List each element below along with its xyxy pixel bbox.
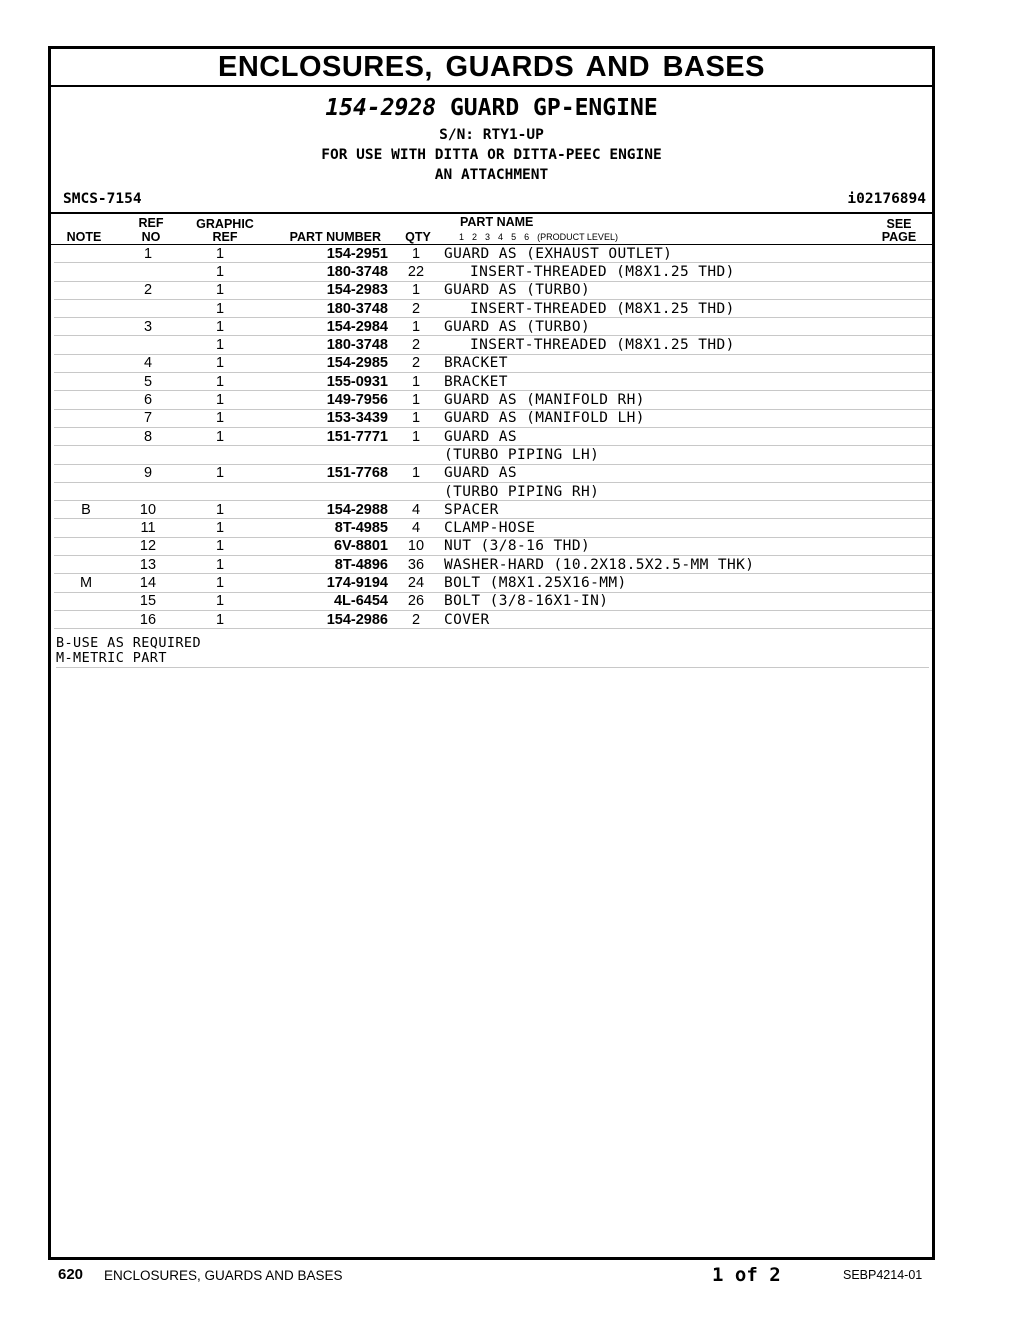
row-graphic-ref: 1 xyxy=(178,574,262,592)
footer-doc-id: SEBP4214-01 xyxy=(843,1268,923,1282)
row-ref-no xyxy=(118,482,178,500)
table-row xyxy=(54,537,932,555)
row-graphic-ref: 1 xyxy=(178,610,262,628)
row-ref-no: 10 xyxy=(118,501,178,519)
row-part-number xyxy=(262,446,388,464)
table-row xyxy=(54,519,932,537)
row-part-name: BRACKET xyxy=(444,373,932,391)
level-5: 5 xyxy=(511,232,517,242)
row-ref-no: 11 xyxy=(118,519,178,537)
row-part-number: 153-3439 xyxy=(262,409,388,427)
row-ref-no: 13 xyxy=(118,556,178,574)
row-note xyxy=(54,299,118,317)
row-note xyxy=(54,592,118,610)
row-part-name: BOLT (3/8-16X1-IN) xyxy=(444,592,932,610)
level-6: 6 xyxy=(524,232,530,242)
row-qty xyxy=(388,482,444,500)
row-part-number: 154-2984 xyxy=(262,318,388,336)
row-qty: 2 xyxy=(388,354,444,372)
group-header xyxy=(51,87,932,213)
row-qty: 1 xyxy=(388,373,444,391)
group-title xyxy=(51,95,932,121)
section-title: ENCLOSURES, GUARDS AND BASES xyxy=(51,49,932,87)
row-ref-no: 8 xyxy=(118,427,178,445)
row-graphic-ref: 1 xyxy=(178,427,262,445)
product-levels xyxy=(459,232,626,242)
footer-section: ENCLOSURES, GUARDS AND BASES xyxy=(104,1268,343,1283)
col-ref-bottom: NO xyxy=(141,230,161,244)
row-ref-no: 1 xyxy=(118,245,178,263)
page-frame xyxy=(48,46,935,1260)
col-graphic-top: GRAPHIC xyxy=(196,217,254,231)
row-graphic-ref: 1 xyxy=(178,281,262,299)
table-row xyxy=(54,464,932,482)
row-graphic-ref: 1 xyxy=(178,373,262,391)
row-graphic-ref: 1 xyxy=(178,263,262,281)
row-qty: 1 xyxy=(388,281,444,299)
row-part-name: NUT (3/8-16 THD) xyxy=(444,537,932,555)
col-note: NOTE xyxy=(66,230,102,244)
row-ref-no: 5 xyxy=(118,373,178,391)
table-row xyxy=(54,446,932,464)
row-note xyxy=(54,610,118,628)
row-part-name: (TURBO PIPING LH) xyxy=(444,446,932,464)
row-note xyxy=(54,464,118,482)
row-qty: 36 xyxy=(388,556,444,574)
row-part-name: SPACER xyxy=(444,501,932,519)
row-graphic-ref: 1 xyxy=(178,391,262,409)
footer-page-of: 1 of 2 xyxy=(712,1264,781,1286)
group-name: GUARD GP-ENGINE xyxy=(449,95,658,121)
row-note: M xyxy=(54,574,118,592)
smcs-code: SMCS-7154 xyxy=(63,191,142,207)
footnote-m: M-METRIC PART xyxy=(56,650,167,666)
table-row xyxy=(54,501,932,519)
level-1: 1 xyxy=(459,232,465,242)
table-row xyxy=(54,610,932,628)
col-part-number: PART NUMBER xyxy=(289,230,381,244)
row-part-name: GUARD AS (EXHAUST OUTLET) xyxy=(444,245,932,263)
table-row xyxy=(54,391,932,409)
row-note xyxy=(54,263,118,281)
row-ref-no: 6 xyxy=(118,391,178,409)
row-qty: 10 xyxy=(388,537,444,555)
row-part-number: 180-3748 xyxy=(262,263,388,281)
row-qty: 4 xyxy=(388,519,444,537)
row-ref-no: 2 xyxy=(118,281,178,299)
row-part-number: 6V-8801 xyxy=(262,537,388,555)
table-row xyxy=(54,574,932,592)
row-part-name: CLAMP-HOSE xyxy=(444,519,932,537)
row-ref-no xyxy=(118,336,178,354)
parts-table xyxy=(54,245,932,629)
row-part-number: 154-2986 xyxy=(262,610,388,628)
row-graphic-ref: 1 xyxy=(178,592,262,610)
row-part-number: 149-7956 xyxy=(262,391,388,409)
table-row xyxy=(54,281,932,299)
row-graphic-ref: 1 xyxy=(178,556,262,574)
illustration-id: i02176894 xyxy=(847,191,926,207)
row-ref-no: 3 xyxy=(118,318,178,336)
row-graphic-ref: 1 xyxy=(178,354,262,372)
row-part-number xyxy=(262,482,388,500)
row-part-number: 154-2985 xyxy=(262,354,388,372)
table-row xyxy=(54,299,932,317)
group-part-number: 154-2928 xyxy=(325,95,437,121)
row-graphic-ref: 1 xyxy=(178,245,262,263)
row-note xyxy=(54,245,118,263)
row-ref-no: 9 xyxy=(118,464,178,482)
row-part-number: 151-7771 xyxy=(262,427,388,445)
row-part-number: 154-2983 xyxy=(262,281,388,299)
col-part-name: PART NAME xyxy=(460,215,534,229)
row-graphic-ref: 1 xyxy=(178,318,262,336)
table-row xyxy=(54,592,932,610)
row-part-number: 154-2951 xyxy=(262,245,388,263)
row-ref-no: 14 xyxy=(118,574,178,592)
row-note xyxy=(54,354,118,372)
level-3: 3 xyxy=(485,232,491,242)
row-graphic-ref: 1 xyxy=(178,501,262,519)
row-graphic-ref xyxy=(178,446,262,464)
level-2: 2 xyxy=(472,232,478,242)
row-part-name: WASHER-HARD (10.2X18.5X2.5-MM THK) xyxy=(444,556,932,574)
row-qty: 1 xyxy=(388,464,444,482)
row-part-number: 180-3748 xyxy=(262,299,388,317)
row-part-number: 180-3748 xyxy=(262,336,388,354)
row-note xyxy=(54,446,118,464)
row-note xyxy=(54,373,118,391)
row-note xyxy=(54,318,118,336)
row-graphic-ref xyxy=(178,482,262,500)
row-note xyxy=(54,519,118,537)
row-part-number: 154-2988 xyxy=(262,501,388,519)
row-part-number: 8T-4896 xyxy=(262,556,388,574)
col-see-top: SEE xyxy=(886,217,912,231)
row-graphic-ref: 1 xyxy=(178,464,262,482)
col-see-bottom: PAGE xyxy=(881,230,917,244)
row-part-number: 174-9194 xyxy=(262,574,388,592)
row-part-name: COVER xyxy=(444,610,932,628)
row-part-name: INSERT-THREADED (M8X1.25 THD) xyxy=(444,263,932,281)
row-ref-no xyxy=(118,299,178,317)
footnote-b: B-USE AS REQUIRED xyxy=(56,635,201,651)
row-qty: 22 xyxy=(388,263,444,281)
table-row xyxy=(54,373,932,391)
row-note: B xyxy=(54,501,118,519)
row-qty: 1 xyxy=(388,391,444,409)
col-ref-top: REF xyxy=(138,216,164,230)
usage-note: FOR USE WITH DITTA OR DITTA-PEEC ENGINE xyxy=(321,147,662,163)
row-graphic-ref: 1 xyxy=(178,336,262,354)
row-note xyxy=(54,409,118,427)
table-row xyxy=(54,263,932,281)
row-qty: 1 xyxy=(388,318,444,336)
row-note xyxy=(54,427,118,445)
row-part-name: GUARD AS (MANIFOLD RH) xyxy=(444,391,932,409)
footnotes xyxy=(56,636,929,668)
row-graphic-ref: 1 xyxy=(178,409,262,427)
row-ref-no: 16 xyxy=(118,610,178,628)
row-part-name: INSERT-THREADED (M8X1.25 THD) xyxy=(444,336,932,354)
row-qty: 1 xyxy=(388,245,444,263)
row-note xyxy=(54,391,118,409)
row-part-name: INSERT-THREADED (M8X1.25 THD) xyxy=(444,299,932,317)
table-row xyxy=(54,556,932,574)
attachment-note: AN ATTACHMENT xyxy=(434,167,549,183)
row-graphic-ref: 1 xyxy=(178,519,262,537)
row-part-name: GUARD AS (MANIFOLD LH) xyxy=(444,409,932,427)
row-ref-no xyxy=(118,263,178,281)
table-row xyxy=(54,318,932,336)
col-qty: QTY xyxy=(405,230,431,244)
row-part-number: 155-0931 xyxy=(262,373,388,391)
row-note xyxy=(54,336,118,354)
row-qty: 2 xyxy=(388,610,444,628)
row-part-number: 151-7768 xyxy=(262,464,388,482)
row-note xyxy=(54,482,118,500)
col-graphic-bottom: REF xyxy=(212,230,238,244)
row-qty: 4 xyxy=(388,501,444,519)
table-row xyxy=(54,482,932,500)
row-part-name: BOLT (M8X1.25X16-MM) xyxy=(444,574,932,592)
serial-number: S/N: RTY1-UP xyxy=(439,127,544,143)
row-ref-no: 4 xyxy=(118,354,178,372)
row-part-number: 8T-4985 xyxy=(262,519,388,537)
row-graphic-ref: 1 xyxy=(178,299,262,317)
row-qty xyxy=(388,446,444,464)
row-part-name: GUARD AS xyxy=(444,427,932,445)
row-graphic-ref: 1 xyxy=(178,537,262,555)
footer-page-number: 620 xyxy=(58,1266,84,1283)
row-qty: 2 xyxy=(388,336,444,354)
row-part-name: (TURBO PIPING RH) xyxy=(444,482,932,500)
row-note xyxy=(54,556,118,574)
row-part-number: 4L-6454 xyxy=(262,592,388,610)
row-part-name: GUARD AS (TURBO) xyxy=(444,318,932,336)
row-note xyxy=(54,537,118,555)
product-level-label: (PRODUCT LEVEL) xyxy=(537,232,618,242)
row-part-name: BRACKET xyxy=(444,354,932,372)
table-row xyxy=(54,409,932,427)
row-qty: 1 xyxy=(388,409,444,427)
table-row xyxy=(54,427,932,445)
row-qty: 1 xyxy=(388,427,444,445)
level-4: 4 xyxy=(498,232,504,242)
table-row xyxy=(54,354,932,372)
row-part-name: GUARD AS xyxy=(444,464,932,482)
row-ref-no: 12 xyxy=(118,537,178,555)
row-note xyxy=(54,281,118,299)
row-qty: 26 xyxy=(388,592,444,610)
column-headers xyxy=(51,214,932,245)
row-ref-no: 15 xyxy=(118,592,178,610)
row-ref-no xyxy=(118,446,178,464)
row-qty: 2 xyxy=(388,299,444,317)
row-qty: 24 xyxy=(388,574,444,592)
row-ref-no: 7 xyxy=(118,409,178,427)
table-row xyxy=(54,336,932,354)
table-row xyxy=(54,245,932,263)
row-part-name: GUARD AS (TURBO) xyxy=(444,281,932,299)
